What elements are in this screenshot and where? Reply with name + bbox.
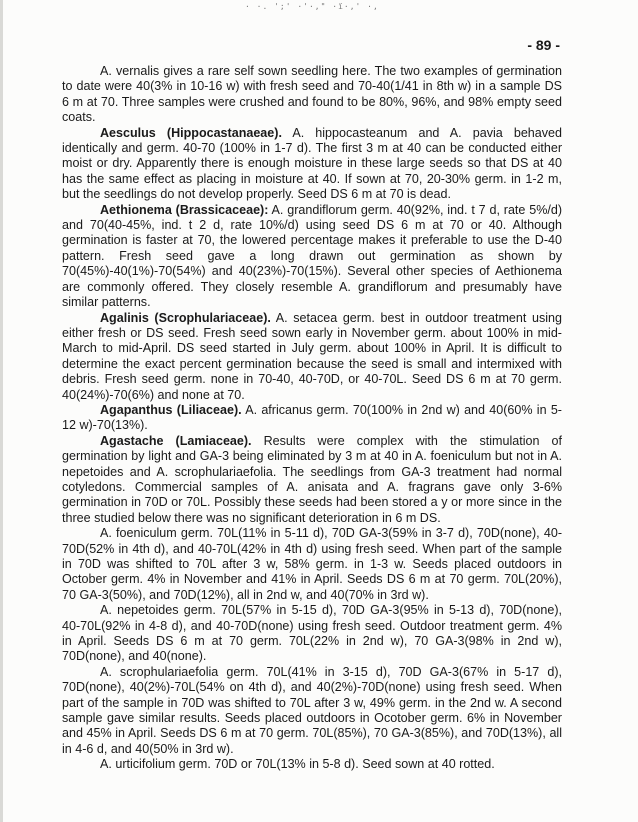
paragraph-body: A. setacea germ. best in outdoor treatment using either fresh or DS seed. Fresh seed sown early in November germ. about 100% in mid-March to mid-April. DS seed started in July germ. about 100% in April. It is difficult to determine the exact percent germination because the seed is small and intermixed with debris. Fresh seed germ. none in 70-40, 40-70D, or 40-70L. Seed DS 6 m at 70 germ. 40(24%)-70(6%) and none at 70. <box>62 310 562 402</box>
paragraph-foeniculum <box>62 526 562 603</box>
page-number: - 89 - <box>527 37 560 53</box>
paragraph-body: A. grandiflorum germ. 40(92%, ind. t 7 d, rate 5%/d) and 70(40-45%, ind. t 2 d, rate 10%/d) using seed DS 6 m at 70 or 40. Although germination is faster at 70, the lowered percentage makes it preferable to use the D-40 pattern. Fresh seed gave a long drawn out germination as shown by 70(45%)-40(1%)-70(54%) and 40(23%)-70(15%). Several other species of Aethionema are commonly offered. They closely resemble A. grandiflorum and presumably have similar patterns. <box>62 202 563 310</box>
paragraph-body: A. africanus germ. 70(100% in 2nd w) and 40(60% in 5-12 w)-70(13%). <box>62 402 562 433</box>
paragraph-urticifolium <box>62 757 562 772</box>
genus-heading: Aesculus (Hippocastanaeae). <box>100 125 282 140</box>
scan-edge <box>0 0 3 822</box>
paragraph-body: A. hippocasteanum and A. pavia behaved identically and germ. 40-70 (100% in 1-7 d). The first 3 m at 40 can be conducted either moist or dry. Apparently there is enough moisture in these large seeds so that DS at 40 has the same effect as placing in moisture at 40. If sown at 70, 20-30% germ. in 1-2 m, but the seedlings do not develop properly. Seed DS 6 m at 70 is dead. <box>62 125 562 202</box>
paragraph-aethionema <box>62 203 562 311</box>
paragraph-aesculus <box>62 126 562 203</box>
paragraph-body: Results were complex with the stimulation of germination by light and GA-3 being eliminated by 3 m at 40 in A. foeniculum but not in A. nepetoides and A. scrophulariaefolia. The seedlings from GA-3 treatment had normal cotyledons. Commercial samples of A. anisata and A. fragrans gave only 3-6% germination in 70D or 70L. Possibly these seeds had been stored a y or more since in the three studied below there was no significant deterioration in 6 m DS. <box>62 433 562 525</box>
genus-heading: Agastache (Lamiaceae). <box>100 433 252 448</box>
paragraph-body: A. scrophulariaefolia germ. 70L(41% in 3-15 d), 70D GA-3(67% in 5-17 d), 70D(none), 40(2%)-70L(54% on 4th d), and 40(2%)-70D(none) using fresh seed. When part of the sample in 70D was shifted to 70L after 3 w, 49% germ. in the 2nd w. A second sample gave similar results. Seeds placed outdoors in Ocotober germ. 6% in November and 45% in April. Seeds DS 6 m at 70 germ. 70L(85%), 70 GA-3(85%), and 70D(13%), all in 4-6 d, and 40(50% in 3rd w). <box>62 664 562 756</box>
paragraph-nepetoides <box>62 603 562 665</box>
paragraph-body: A. vernalis gives a rare self sown seedling here. The two examples of germination to date were 40(3% in 10-16 w) with fresh seed and 70-40(1/41 in 8th w) in a sample DS 6 m at 70. Three samples were crushed and found to be 80%, 96%, and 98% empty seed coats. <box>62 64 562 125</box>
paragraph-agapanthus <box>62 403 562 434</box>
paragraph-body: A. nepetoides germ. 70L(57% in 5-15 d), 70D GA-3(95% in 5-13 d), 70D(none), 40-70L(92% in 4-8 d), and 40-70D(none) using fresh seed. Outdoor treatment germ. 4% in April. Seeds DS 6 m at 70 germ. 70L(22% in 2nd w), 70 GA-3(98% in 2nd w), 70D(none), and 40(none). <box>62 603 562 664</box>
paragraph-agalinis <box>62 311 562 403</box>
genus-heading: Aethionema (Brassicaceae): <box>100 202 269 217</box>
paragraph-agastache <box>62 434 562 526</box>
body-text <box>62 64 562 773</box>
genus-heading: Agapanthus (Liliaceae). <box>100 402 242 417</box>
paragraph-vernalis <box>62 64 562 126</box>
genus-heading: Agalinis (Scrophulariaceae). <box>100 310 271 325</box>
paragraph-body: A. foeniculum germ. 70L(11% in 5-11 d), 70D GA-3(59% in 3-7 d), 70D(none), 40-70D(52% in 4th d), and 40-70L(42% in 4th d) using fresh seed. When part of the sample in 70D was shifted to 70L after 3 w, 58% germ. in 1-3 w. Seeds placed outdoors in October germ. 4% in November and 41% in April. Seeds DS 6 m at 70 germ. 70L(20%), 70 GA-3(50%), and 70D(12%), all in 2nd w, and 40(70% in 3rd w). <box>62 526 562 602</box>
paragraph-scrophulariaefolia <box>62 665 562 757</box>
paragraph-body: A. urticifolium germ. 70D or 70L(13% in 5-8 d). Seed sown at 40 rotted. <box>100 757 495 772</box>
scan-specks: · ·. ';' ·'·," ·ï·,' ·, <box>245 2 379 11</box>
